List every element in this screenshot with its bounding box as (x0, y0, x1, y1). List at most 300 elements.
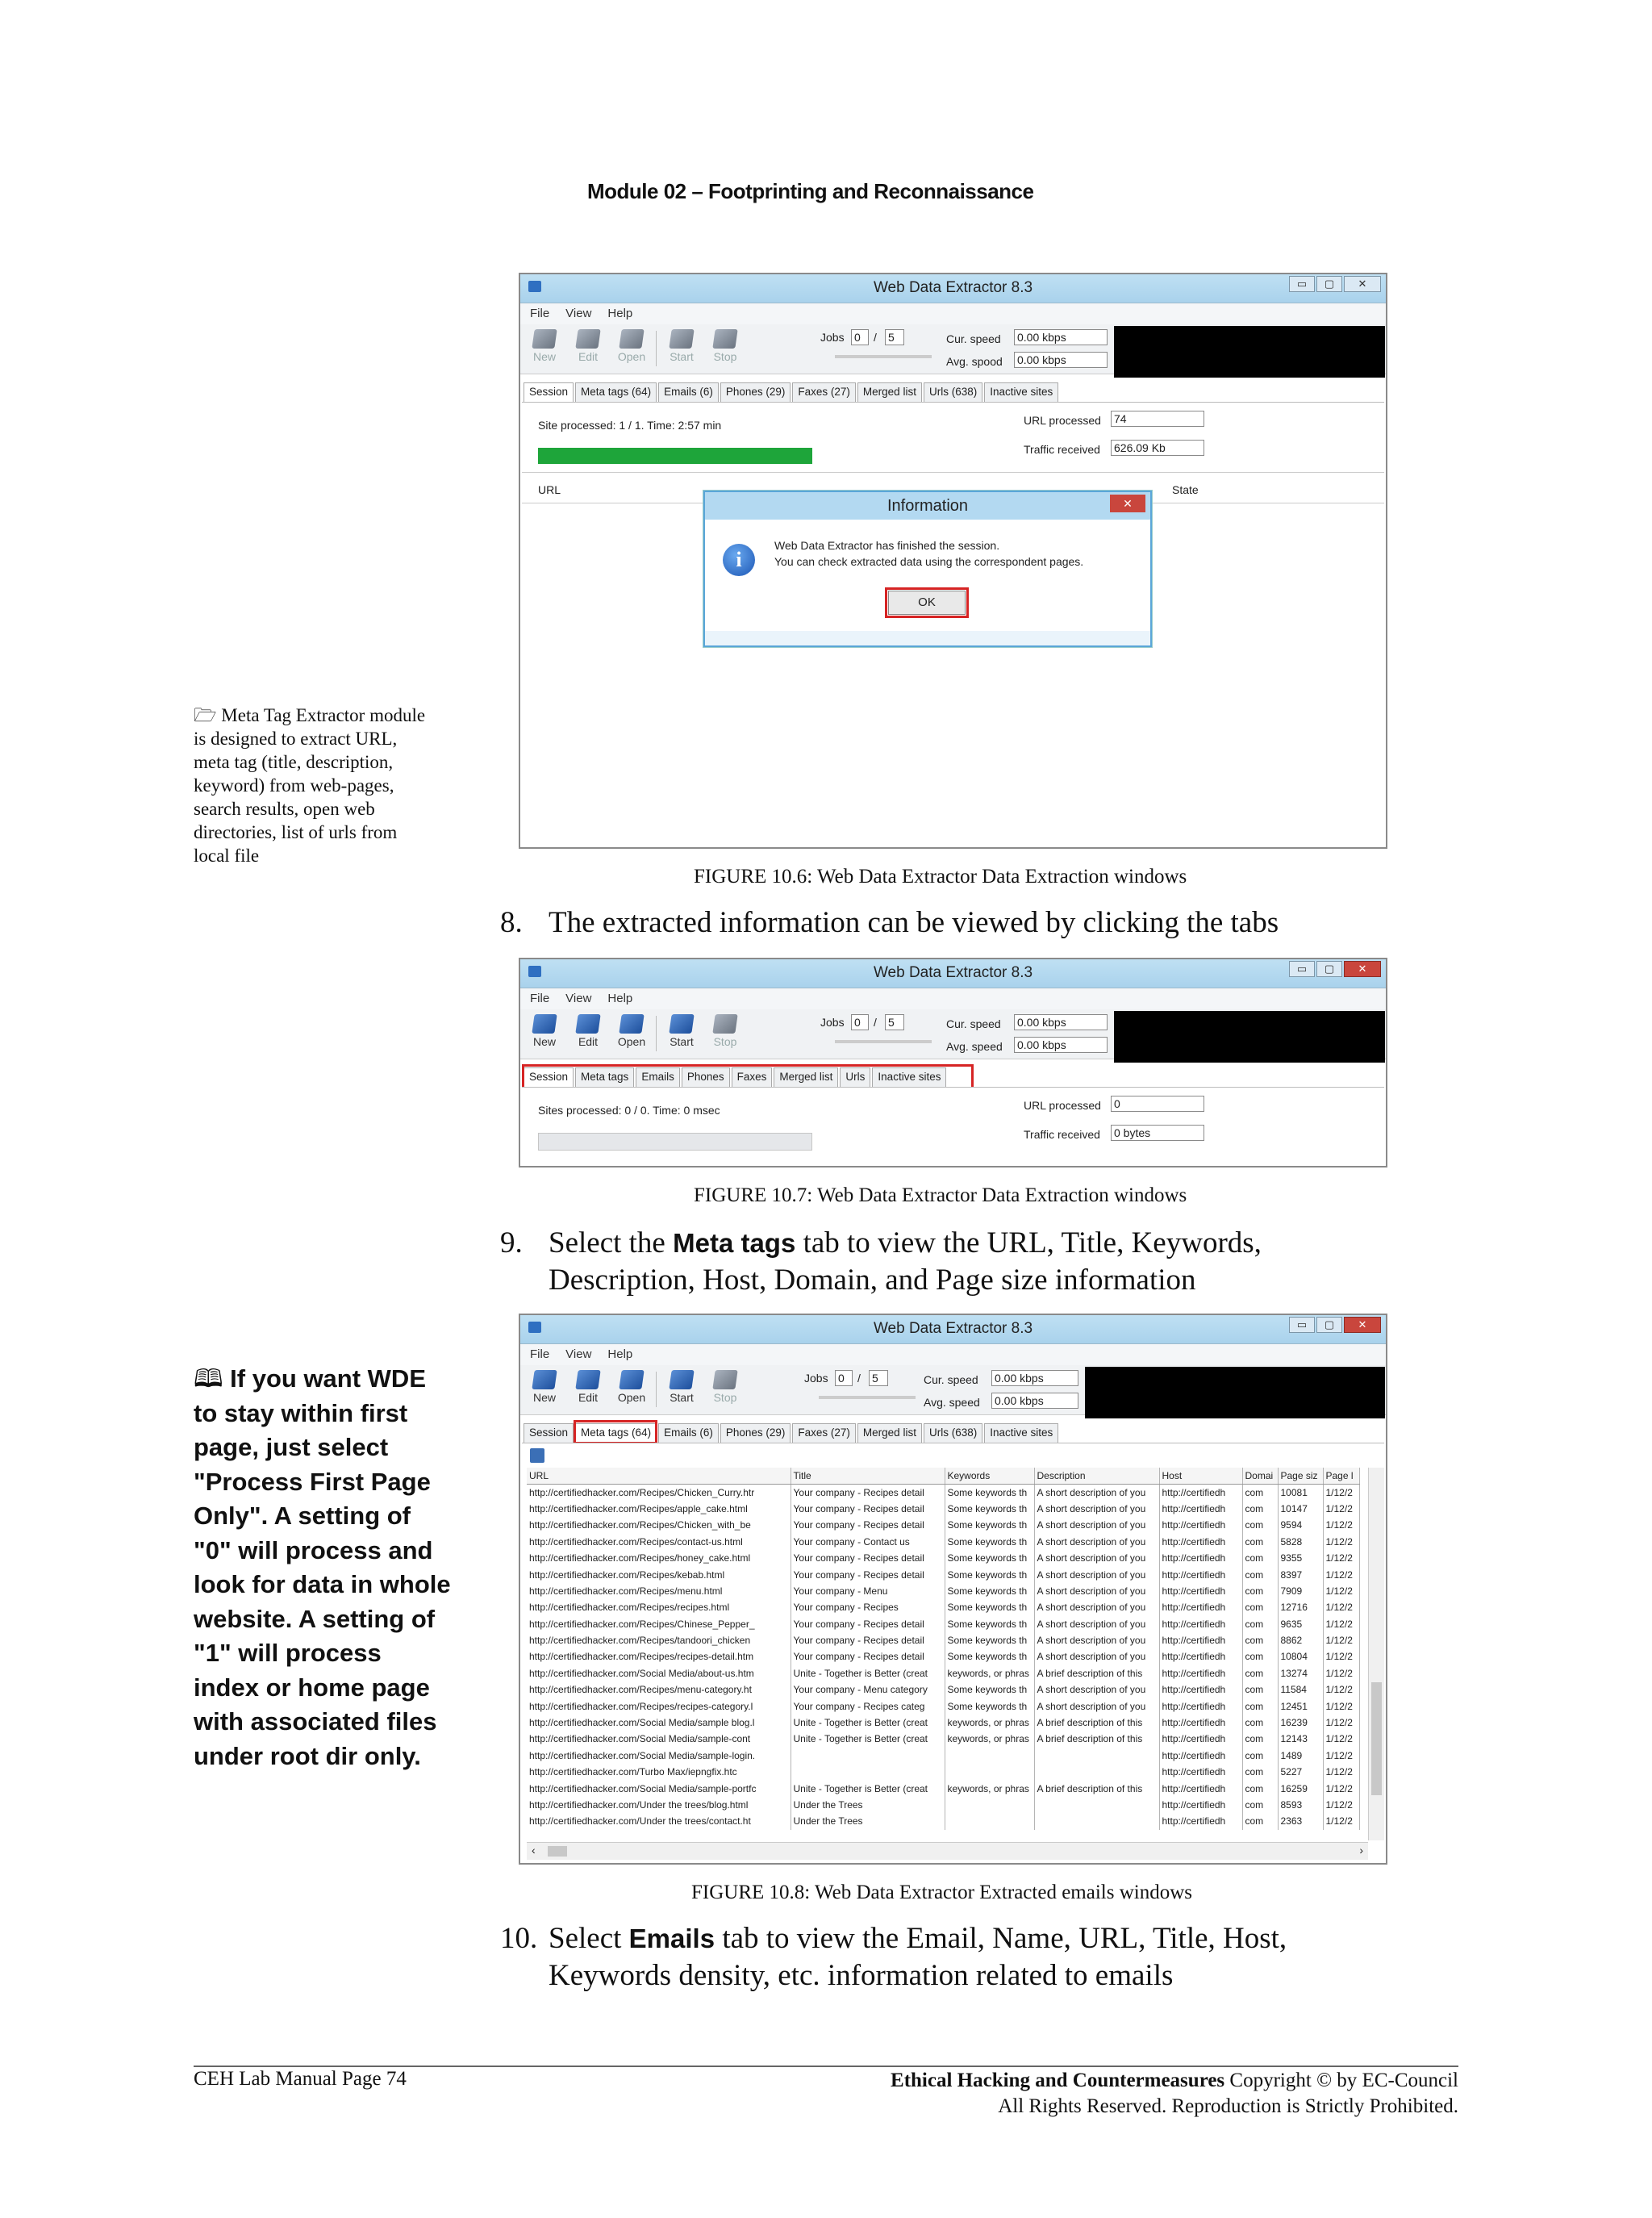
table-cell: http://certifiedhacker.com/Under the trees/contact.ht (527, 1813, 791, 1829)
table-cell: Your company - Menu category (791, 1681, 945, 1698)
table-cell: 16239 (1278, 1715, 1323, 1731)
cur-speed-label: Cur. speed (924, 1373, 978, 1386)
dialog-close-button[interactable]: ✕ (1110, 495, 1145, 512)
table-cell: 9635 (1278, 1616, 1323, 1632)
maximize-button[interactable]: ▢ (1316, 961, 1342, 977)
table-cell: 1/12/2 (1323, 1517, 1359, 1533)
table-row[interactable] (527, 1681, 1359, 1698)
tab-inactive-sites[interactable]: Inactive sites (984, 1423, 1058, 1443)
avg-speed-label: Avg. speed (946, 1040, 1003, 1053)
progress-bar (538, 1133, 812, 1151)
table-row[interactable] (527, 1517, 1359, 1533)
table-cell: A short description of you (1034, 1566, 1159, 1582)
window-title: Web Data Extractor 8.3 (873, 964, 1033, 981)
table-cell: 10147 (1278, 1501, 1323, 1517)
table-cell: A short description of you (1034, 1534, 1159, 1550)
table-cell (945, 1797, 1034, 1813)
table-cell: Some keywords th (945, 1681, 1034, 1698)
avg-speed-value: 0.00 kbps (1014, 352, 1108, 368)
table-cell: 1/12/2 (1323, 1780, 1359, 1796)
cur-speed-label: Cur. speed (946, 332, 1001, 345)
table-cell: http://certifiedh (1159, 1715, 1242, 1731)
table-cell: http://certifiedh (1159, 1583, 1242, 1599)
new-button[interactable]: New (528, 1370, 561, 1404)
table-cell: com (1242, 1780, 1278, 1796)
table-cell: Your company - Recipes categ (791, 1698, 945, 1714)
table-cell: 8862 (1278, 1632, 1323, 1648)
jobs-max-input[interactable]: 5 (885, 329, 904, 345)
table-cell: A short description of you (1034, 1550, 1159, 1566)
stop-icon (712, 329, 737, 349)
table-row[interactable] (527, 1731, 1359, 1747)
tab-urls[interactable]: Urls (638) (924, 1423, 982, 1443)
footer-rule (194, 2066, 1458, 2067)
hscroll-thumb[interactable] (548, 1846, 567, 1857)
table-cell: 1/12/2 (1323, 1484, 1359, 1500)
column-header[interactable]: Page l (1323, 1468, 1359, 1484)
tab-phones[interactable]: Phones (29) (720, 382, 791, 402)
table-cell: com (1242, 1698, 1278, 1714)
jobs-max-input[interactable]: 5 (885, 1014, 904, 1030)
table-cell: http://certifiedhacker.com/Turbo Max/iepngfix.htc (527, 1764, 791, 1780)
table-cell: 1/12/2 (1323, 1534, 1359, 1550)
table-cell: Your company - Menu (791, 1583, 945, 1599)
table-cell: http://certifiedhacker.com/Recipes/recipes-detail.htm (527, 1648, 791, 1665)
menu-help[interactable]: Help (607, 992, 633, 1005)
table-cell: http://certifiedh (1159, 1616, 1242, 1632)
table-cell: http://certifiedhacker.com/Recipes/menu-category.ht (527, 1681, 791, 1698)
open-button[interactable]: Open (615, 1014, 648, 1048)
tab-faxes[interactable]: Faxes (27) (792, 1423, 856, 1443)
activity-pane (1114, 1011, 1385, 1063)
url-processed-value: 74 (1111, 411, 1204, 427)
session-pane (522, 1087, 1384, 1166)
table-cell: com (1242, 1715, 1278, 1731)
table-cell: Your company - Recipes detail (791, 1632, 945, 1648)
tab-phones[interactable]: Phones (29) (720, 1423, 791, 1443)
jobs-slider[interactable] (835, 1040, 932, 1043)
table-cell: http://certifiedhacker.com/Recipes/contact-us.html (527, 1534, 791, 1550)
table-row[interactable] (527, 1534, 1359, 1550)
title-bar (520, 274, 1386, 303)
table-cell (945, 1813, 1034, 1829)
traffic-received-value: 626.09 Kb (1111, 440, 1204, 456)
page-header: Module 02 – Footprinting and Reconnaissance (587, 179, 1034, 203)
column-header[interactable]: Domai (1242, 1468, 1278, 1484)
table-cell: keywords, or phras (945, 1731, 1034, 1747)
traffic-received-label: Traffic received (1024, 443, 1100, 456)
table-cell: http://certifiedhacker.com/Recipes/Chicken_Curry.htr (527, 1484, 791, 1500)
book-icon: 🕮 (194, 1364, 231, 1393)
minimize-button[interactable]: ▭ (1289, 276, 1315, 292)
table-cell: A short description of you (1034, 1517, 1159, 1533)
edit-button[interactable]: Edit (572, 1370, 604, 1404)
scroll-left-icon[interactable]: ‹ (532, 1844, 536, 1857)
table-cell: http://certifiedh (1159, 1648, 1242, 1665)
tab-bar (524, 382, 1060, 402)
table-cell: http://certifiedhacker.com/Social Media/about-us.htm (527, 1665, 791, 1681)
jobs-label: Jobs (804, 1372, 828, 1385)
table-cell: A short description of you (1034, 1698, 1159, 1714)
dialog-message-line1: Web Data Extractor has finished the session. (774, 539, 1000, 552)
close-button[interactable]: ✕ (1344, 1317, 1381, 1333)
table-cell: 1/12/2 (1323, 1698, 1359, 1714)
table-cell: http://certifiedh (1159, 1517, 1242, 1533)
tab-meta-tags[interactable]: Meta tags (64) (575, 382, 657, 402)
cur-speed-value: 0.00 kbps (991, 1370, 1078, 1386)
table-row[interactable] (527, 1616, 1359, 1632)
tab-faxes[interactable]: Faxes (732, 1067, 773, 1087)
cur-speed-value: 0.00 kbps (1014, 329, 1108, 345)
table-cell: Some keywords th (945, 1484, 1034, 1500)
column-header[interactable]: Title (791, 1468, 945, 1484)
table-cell (1034, 1797, 1159, 1813)
table-cell: Some keywords th (945, 1583, 1034, 1599)
table-cell: A short description of you (1034, 1648, 1159, 1665)
footer-copyright: Ethical Hacking and Countermeasures Copyright © by EC-Council All Rights Reserved. Reproduction is Strictly Prohibited. (891, 2070, 1458, 2117)
column-header[interactable]: URL (527, 1468, 791, 1484)
menu-help[interactable]: Help (607, 1347, 633, 1361)
start-icon (669, 329, 694, 349)
table-row[interactable] (527, 1599, 1359, 1615)
highlight-box (885, 587, 969, 618)
table-cell: Some keywords th (945, 1517, 1034, 1533)
table-cell: http://certifiedh (1159, 1550, 1242, 1566)
table-row[interactable] (527, 1780, 1359, 1796)
start-button[interactable]: Start (665, 329, 698, 363)
url-processed-label: URL processed (1024, 414, 1101, 427)
table-cell: Your company - Recipes (791, 1599, 945, 1615)
edit-icon (575, 1370, 600, 1389)
step-10: 10. Select Emails tab to view the Email, Name, URL, Title, Host, Keywords density, etc. information related to emails (500, 1922, 1287, 1992)
jobs-max-input[interactable]: 5 (869, 1370, 888, 1386)
tab-emails[interactable]: Emails (636, 1067, 680, 1087)
title-bar (520, 959, 1386, 988)
menu-view[interactable]: View (565, 307, 592, 320)
tab-merged-list[interactable]: Merged list (857, 382, 922, 402)
table-cell: http://certifiedhacker.com/Recipes/apple_cake.html (527, 1501, 791, 1517)
open-button[interactable]: Open (615, 1370, 648, 1404)
table-cell: http://certifiedhacker.com/Social Media/sample-cont (527, 1731, 791, 1747)
table-cell: com (1242, 1648, 1278, 1665)
open-icon (619, 1014, 644, 1034)
new-icon (532, 329, 557, 349)
table-cell: 7909 (1278, 1583, 1323, 1599)
table-row[interactable] (527, 1748, 1359, 1764)
maximize-button[interactable]: ▢ (1316, 276, 1342, 292)
table-cell: http://certifiedhacker.com/Recipes/recipes.html (527, 1599, 791, 1615)
edit-button[interactable]: Edit (572, 1014, 604, 1048)
table-cell: http://certifiedh (1159, 1534, 1242, 1550)
sidenote-text: If you want WDE to stay within first page, just select "Process First Page Only". A setting of "0" will process and look for data in whole website. A setting of "1" will process index or home page with associated files under root dir only. (194, 1364, 451, 1770)
new-icon (532, 1014, 557, 1034)
table-cell: Your company - Recipes detail (791, 1501, 945, 1517)
table-row[interactable] (527, 1665, 1359, 1681)
sidenote-process-first-page (194, 1362, 452, 1773)
table-cell: 1/12/2 (1323, 1616, 1359, 1632)
table-row[interactable] (527, 1698, 1359, 1714)
table-cell: http://certifiedhacker.com/Recipes/kebab.html (527, 1566, 791, 1582)
minimize-button[interactable]: ▭ (1289, 961, 1315, 977)
table-cell: com (1242, 1566, 1278, 1582)
tab-urls[interactable]: Urls (638) (924, 382, 982, 402)
table-row[interactable] (527, 1797, 1359, 1813)
meta-tags-highlight-box (574, 1420, 657, 1444)
table-cell: 12143 (1278, 1731, 1323, 1747)
stop-icon (712, 1370, 737, 1389)
start-icon (669, 1370, 694, 1389)
table-cell: http://certifiedhacker.com/Recipes/recipes-category.l (527, 1698, 791, 1714)
new-icon (532, 1370, 557, 1389)
sidenote-text: Meta Tag Extractor module is designed to extract URL, meta tag (title, description, keyword) from web-pages, search results, open web directories, list of urls from local file (194, 705, 426, 866)
stop-button[interactable]: Stop (709, 329, 741, 363)
menu-file[interactable]: File (530, 992, 550, 1005)
table-cell: 1/12/2 (1323, 1715, 1359, 1731)
table-cell: com (1242, 1632, 1278, 1648)
table-row[interactable] (527, 1550, 1359, 1566)
table-cell: http://certifiedhacker.com/Social Media/sample-portfc (527, 1780, 791, 1796)
jobs-slider[interactable] (819, 1396, 916, 1399)
figure-caption-10-8: FIGURE 10.8: Web Data Extractor Extracted emails windows (691, 1882, 1192, 1903)
wde-window-fig2 (519, 958, 1387, 1167)
meta-tags-bold: Meta tags (673, 1228, 796, 1258)
table-cell: http://certifiedhacker.com/Under the trees/blog.html (527, 1797, 791, 1813)
table-cell: Some keywords th (945, 1632, 1034, 1648)
tab-session[interactable]: Session (524, 1067, 574, 1087)
table-cell: Your company - Recipes detail (791, 1648, 945, 1665)
table-cell: keywords, or phras (945, 1780, 1034, 1796)
table-cell: com (1242, 1583, 1278, 1599)
new-button[interactable]: New (528, 329, 561, 363)
dialog-title: Information (886, 497, 969, 515)
ok-button[interactable]: OK (888, 591, 966, 615)
tab-emails[interactable]: Emails (6) (658, 1423, 719, 1443)
table-row[interactable] (527, 1764, 1359, 1780)
table-cell: Your company - Recipes detail (791, 1484, 945, 1500)
tab-session[interactable]: Session (524, 1423, 574, 1443)
table-row[interactable] (527, 1715, 1359, 1731)
table-cell: Under the Trees (791, 1797, 945, 1813)
table-cell: 9594 (1278, 1517, 1323, 1533)
table-row[interactable] (527, 1632, 1359, 1648)
jobs-input[interactable]: 0 (835, 1370, 853, 1386)
column-url-header[interactable]: URL (538, 483, 561, 496)
table-cell: 1/12/2 (1323, 1764, 1359, 1780)
step-9: 9. Select the Meta tags tab to view the URL, Title, Keywords, Description, Host, Domain, and Page size information (500, 1226, 1262, 1297)
table-cell: A short description of you (1034, 1583, 1159, 1599)
table-cell (791, 1764, 945, 1780)
table-cell: com (1242, 1813, 1278, 1829)
table-cell: http://certifiedh (1159, 1566, 1242, 1582)
table-cell: http://certifiedh (1159, 1748, 1242, 1764)
table-cell: com (1242, 1616, 1278, 1632)
table-cell: 1/12/2 (1323, 1583, 1359, 1599)
column-header[interactable]: Page siz (1278, 1468, 1323, 1484)
table-cell: com (1242, 1599, 1278, 1615)
activity-pane (1085, 1367, 1385, 1418)
table-cell: http://certifiedh (1159, 1599, 1242, 1615)
table-cell: 5828 (1278, 1534, 1323, 1550)
table-row[interactable] (527, 1501, 1359, 1517)
jobs-label: Jobs (820, 1016, 845, 1029)
table-cell: com (1242, 1501, 1278, 1517)
table-cell (945, 1764, 1034, 1780)
open-icon (619, 329, 644, 349)
table-cell: com (1242, 1517, 1278, 1533)
edit-button[interactable]: Edit (572, 329, 604, 363)
menu-view[interactable]: View (565, 1347, 592, 1361)
tab-emails[interactable]: Emails (6) (658, 382, 719, 402)
horizontal-scrollbar[interactable] (527, 1842, 1368, 1860)
column-header[interactable]: Description (1034, 1468, 1159, 1484)
open-button[interactable]: Open (615, 329, 648, 363)
table-cell: A short description of you (1034, 1484, 1159, 1500)
traffic-received-label: Traffic received (1024, 1128, 1100, 1141)
table-cell: A short description of you (1034, 1599, 1159, 1615)
table-cell: com (1242, 1764, 1278, 1780)
table-cell: http://certifiedh (1159, 1698, 1242, 1714)
table-cell: com (1242, 1748, 1278, 1764)
edit-icon (575, 329, 600, 349)
table-cell: keywords, or phras (945, 1715, 1034, 1731)
table-cell: Some keywords th (945, 1501, 1034, 1517)
meta-tags-pane (522, 1443, 1384, 1863)
sites-processed-text: Site processed: 1 / 1. Time: 2:57 min (538, 419, 722, 432)
title-bar (520, 1315, 1386, 1344)
column-header[interactable]: Host (1159, 1468, 1242, 1484)
table-cell: com (1242, 1550, 1278, 1566)
minimize-button[interactable]: ▭ (1289, 1317, 1315, 1333)
table-cell: 11584 (1278, 1681, 1323, 1698)
open-icon (619, 1370, 644, 1389)
url-processed-value: 0 (1111, 1096, 1204, 1112)
table-cell: 1/12/2 (1323, 1665, 1359, 1681)
tab-faxes[interactable]: Faxes (27) (792, 382, 856, 402)
stop-button[interactable]: Stop (709, 1370, 741, 1404)
table-cell: A brief description of this (1034, 1731, 1159, 1747)
menu-view[interactable]: View (565, 992, 592, 1005)
table-cell (1034, 1748, 1159, 1764)
window-title: Web Data Extractor 8.3 (873, 279, 1033, 296)
menu-file[interactable]: File (530, 307, 550, 320)
table-cell: Unite - Together is Better (creat (791, 1715, 945, 1731)
table-cell: http://certifiedh (1159, 1764, 1242, 1780)
jobs-input[interactable]: 0 (851, 1014, 869, 1030)
table-cell (1034, 1764, 1159, 1780)
avg-speed-value: 0.00 kbps (991, 1393, 1078, 1409)
table-row[interactable] (527, 1583, 1359, 1599)
sidenote-meta-tag-extractor (194, 704, 436, 867)
tab-urls[interactable]: Urls (840, 1067, 870, 1087)
table-cell: http://certifiedhacker.com/Social Media/sample blog.l (527, 1715, 791, 1731)
table-cell: A short description of you (1034, 1616, 1159, 1632)
column-header[interactable]: Keywords (945, 1468, 1034, 1484)
close-button[interactable]: ✕ (1344, 961, 1381, 977)
tab-merged-list[interactable]: Merged list (857, 1423, 922, 1443)
table-cell: com (1242, 1731, 1278, 1747)
close-button[interactable]: ✕ (1344, 276, 1381, 292)
menu-help[interactable]: Help (607, 307, 633, 320)
tab-session[interactable]: Session (524, 382, 574, 402)
table-cell: 1/12/2 (1323, 1813, 1359, 1829)
table-row[interactable] (527, 1566, 1359, 1582)
table-cell: 1/12/2 (1323, 1731, 1359, 1747)
table-row[interactable] (527, 1813, 1359, 1829)
table-cell: 1/12/2 (1323, 1550, 1359, 1566)
table-cell: A short description of you (1034, 1681, 1159, 1698)
table-cell: 12451 (1278, 1698, 1323, 1714)
table-cell: 5227 (1278, 1764, 1323, 1780)
new-button[interactable]: New (528, 1014, 561, 1048)
start-button[interactable]: Start (665, 1014, 698, 1048)
column-state-header[interactable]: State (1172, 483, 1199, 496)
table-cell: 10804 (1278, 1648, 1323, 1665)
save-icon[interactable] (530, 1448, 544, 1463)
table-cell (945, 1748, 1034, 1764)
menu-file[interactable]: File (530, 1347, 550, 1361)
tab-meta-tags[interactable]: Meta tags (64) (575, 1423, 657, 1443)
meta-tags-table (527, 1468, 1360, 1830)
table-cell: http://certifiedh (1159, 1501, 1242, 1517)
wde-window-fig3 (519, 1314, 1387, 1865)
maximize-button[interactable]: ▢ (1316, 1317, 1342, 1333)
vertical-scrollbar[interactable] (1368, 1468, 1384, 1840)
scroll-thumb[interactable] (1371, 1682, 1382, 1795)
jobs-slider[interactable] (835, 355, 932, 358)
table-cell: com (1242, 1681, 1278, 1698)
folder-icon: 🗁 (194, 705, 222, 725)
scroll-right-icon[interactable]: › (1359, 1844, 1363, 1857)
avg-speed-label: Avg. spood (946, 355, 1003, 368)
table-cell: Under the Trees (791, 1813, 945, 1829)
step-8: 8. The extracted information can be viewed by clicking the tabs (500, 906, 1279, 939)
footer-page-label: CEH Lab Manual Page 74 (194, 2068, 407, 2090)
table-cell: 8593 (1278, 1797, 1323, 1813)
table-cell: com (1242, 1665, 1278, 1681)
table-cell: 10081 (1278, 1484, 1323, 1500)
tab-meta-tags[interactable]: Meta tags (575, 1067, 634, 1087)
tab-phones[interactable]: Phones (682, 1067, 730, 1087)
table-cell: http://certifiedh (1159, 1813, 1242, 1829)
table-cell: 1/12/2 (1323, 1599, 1359, 1615)
table-row[interactable] (527, 1648, 1359, 1665)
table-cell: Your company - Recipes detail (791, 1616, 945, 1632)
table-row[interactable] (527, 1484, 1359, 1500)
table-cell: A brief description of this (1034, 1715, 1159, 1731)
table-cell: 1/12/2 (1323, 1648, 1359, 1665)
tab-merged-list[interactable]: Merged list (774, 1067, 838, 1087)
stop-button[interactable]: Stop (709, 1014, 741, 1048)
tab-inactive-sites[interactable]: Inactive sites (872, 1067, 946, 1087)
table-cell: 1/12/2 (1323, 1632, 1359, 1648)
start-button[interactable]: Start (665, 1370, 698, 1404)
table-cell: Your company - Contact us (791, 1534, 945, 1550)
table-cell: com (1242, 1797, 1278, 1813)
table-cell: Unite - Together is Better (creat (791, 1780, 945, 1796)
progress-bar (538, 448, 812, 464)
cur-speed-value: 0.00 kbps (1014, 1014, 1108, 1030)
table-cell: com (1242, 1484, 1278, 1500)
stop-icon (712, 1014, 737, 1034)
table-cell: Your company - Recipes detail (791, 1517, 945, 1533)
table-cell: Some keywords th (945, 1599, 1034, 1615)
jobs-input[interactable]: 0 (851, 329, 869, 345)
table-cell: A brief description of this (1034, 1665, 1159, 1681)
start-icon (669, 1014, 694, 1034)
table-cell: http://certifiedh (1159, 1780, 1242, 1796)
jobs-separator: / (874, 331, 877, 344)
tab-inactive-sites[interactable]: Inactive sites (984, 382, 1058, 402)
